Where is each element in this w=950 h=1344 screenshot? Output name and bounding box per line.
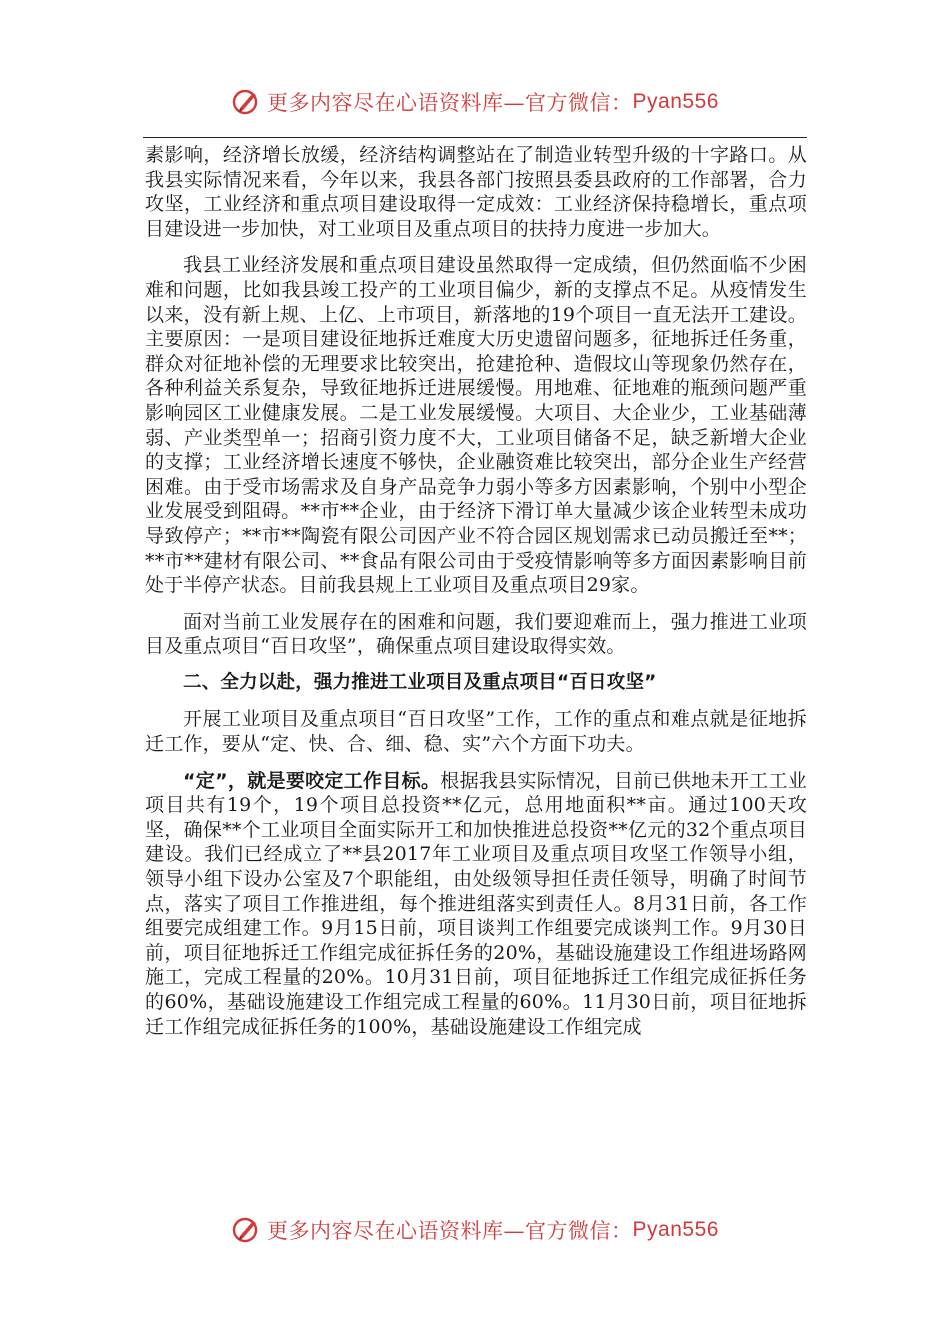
footer-banner [0, 1210, 950, 1250]
banner-text: 更多内容尽在心语资料库—官方微信： [267, 91, 633, 115]
header-divider [143, 137, 807, 138]
footer-banner-wechat-id: Pyan556 [632, 1218, 719, 1241]
footer-banner-text: 更多内容尽在心语资料库—官方微信： [267, 1219, 633, 1243]
paragraph-3: 面对当前工业发展存在的困难和问题，我们要迎难而上，强力推进工业项目及重点项目“百日攻坚”，确保重点项目建设取得实效。 [145, 610, 807, 658]
paragraph-5 [145, 769, 807, 1040]
paragraph-5-body: 根据我县实际情况，目前已供地未开工工业项目共有19个，19个项目总投资**亿元，总用地面积**亩。通过100天攻坚，确保**个工业项目全面实际开工和加快推进总投资**亿元的32个重点项目建设。我们已经成立了**县2017年工业项目及重点项目攻坚工作领导小组，领导小组下设办公室及7个职能组，由处级领导担任责任领导，明确了时间节点，落实了项目工作推进组，每个推进组落实到责任人。8月31日前，各工作组要完成组建工作。9月15日前，项目谈判工作组要完成谈判工作。9月30日前，项目征地拆迁工作组完成征拆任务的20%，基础设施建设工作组进场路网施工，完成工程量的20%。10月31日前，项目征地拆迁工作组完成征拆任务的60%，基础设施建设工作组完成工程量的60%。11月30日前，项目征地拆迁工作组完成征拆任务的100%，基础设施建设工作组完成 [145, 769, 807, 1038]
document-body [145, 143, 807, 1051]
paragraph-1: 素影响，经济增长放缓，经济结构调整站在了制造业转型升级的十字路口。从我县实际情况来看，今年以来，我县各部门按照县委县政府的工作部署，合力攻坚，工业经济和重点项目建设取得一定成效：工业经济保持稳增长，重点项目建设进一步加快，对工业项目及重点项目的扶持力度进一步加大。 [145, 144, 807, 240]
banner-wechat-id: Pyan556 [632, 90, 719, 113]
pen-logo-icon [231, 1215, 261, 1245]
header-banner [0, 82, 950, 122]
paragraph-4: 开展工业项目及重点项目“百日攻坚”工作，工作的重点和难点就是征地拆迁工作，要从“定、快、合、细、稳、实”六个方面下功夫。 [145, 708, 807, 756]
paragraph-5-lead: “定”，就是要咬定工作目标。 [183, 769, 441, 792]
paragraph-2: 我县工业经济发展和重点项目建设虽然取得一定成绩，但仍然面临不少困难和问题，比如我县竣工投产的工业项目偏少，新的支撑点不足。从疫情发生以来，没有新上规、上亿、上市项目，新落地的19个项目一直无法开工建设。主要原因：一是项目建设征地拆迁难度大历史遗留问题多，征地拆迁任务重，群众对征地补偿的无理要求比较突出，抢建抢种、造假坟山等现象仍然存在，各种利益关系复杂，导致征地拆迁进展缓慢。用地难、征地难的瓶颈问题严重影响园区工业健康发展。二是工业发展缓慢。大项目、大企业少，工业基础薄弱、产业类型单一；招商引资力度不大，工业项目储备不足，缺乏新增大企业的支撑；工业经济增长速度不够快，企业融资难比较突出，部分企业生产经营困难。由于受市场需求及自身产品竞争力弱小等多方因素影响，个别中小型企业发展受到阻碍。**市**企业，由于经济下滑订单大量减少该企业转型未成功导致停产；**市**陶瓷有限公司因产业不符合园区规划需求已动员搬迁至**；**市**建材有限公司、**食品有限公司由于受疫情影响等多方面因素影响目前处于半停产状态。目前我县规上工业项目及重点项目29家。 [145, 254, 807, 597]
pen-logo-icon [231, 87, 261, 117]
section-heading: 二、全力以赴，强力推进工业项目及重点项目“百日攻坚” [183, 671, 657, 693]
